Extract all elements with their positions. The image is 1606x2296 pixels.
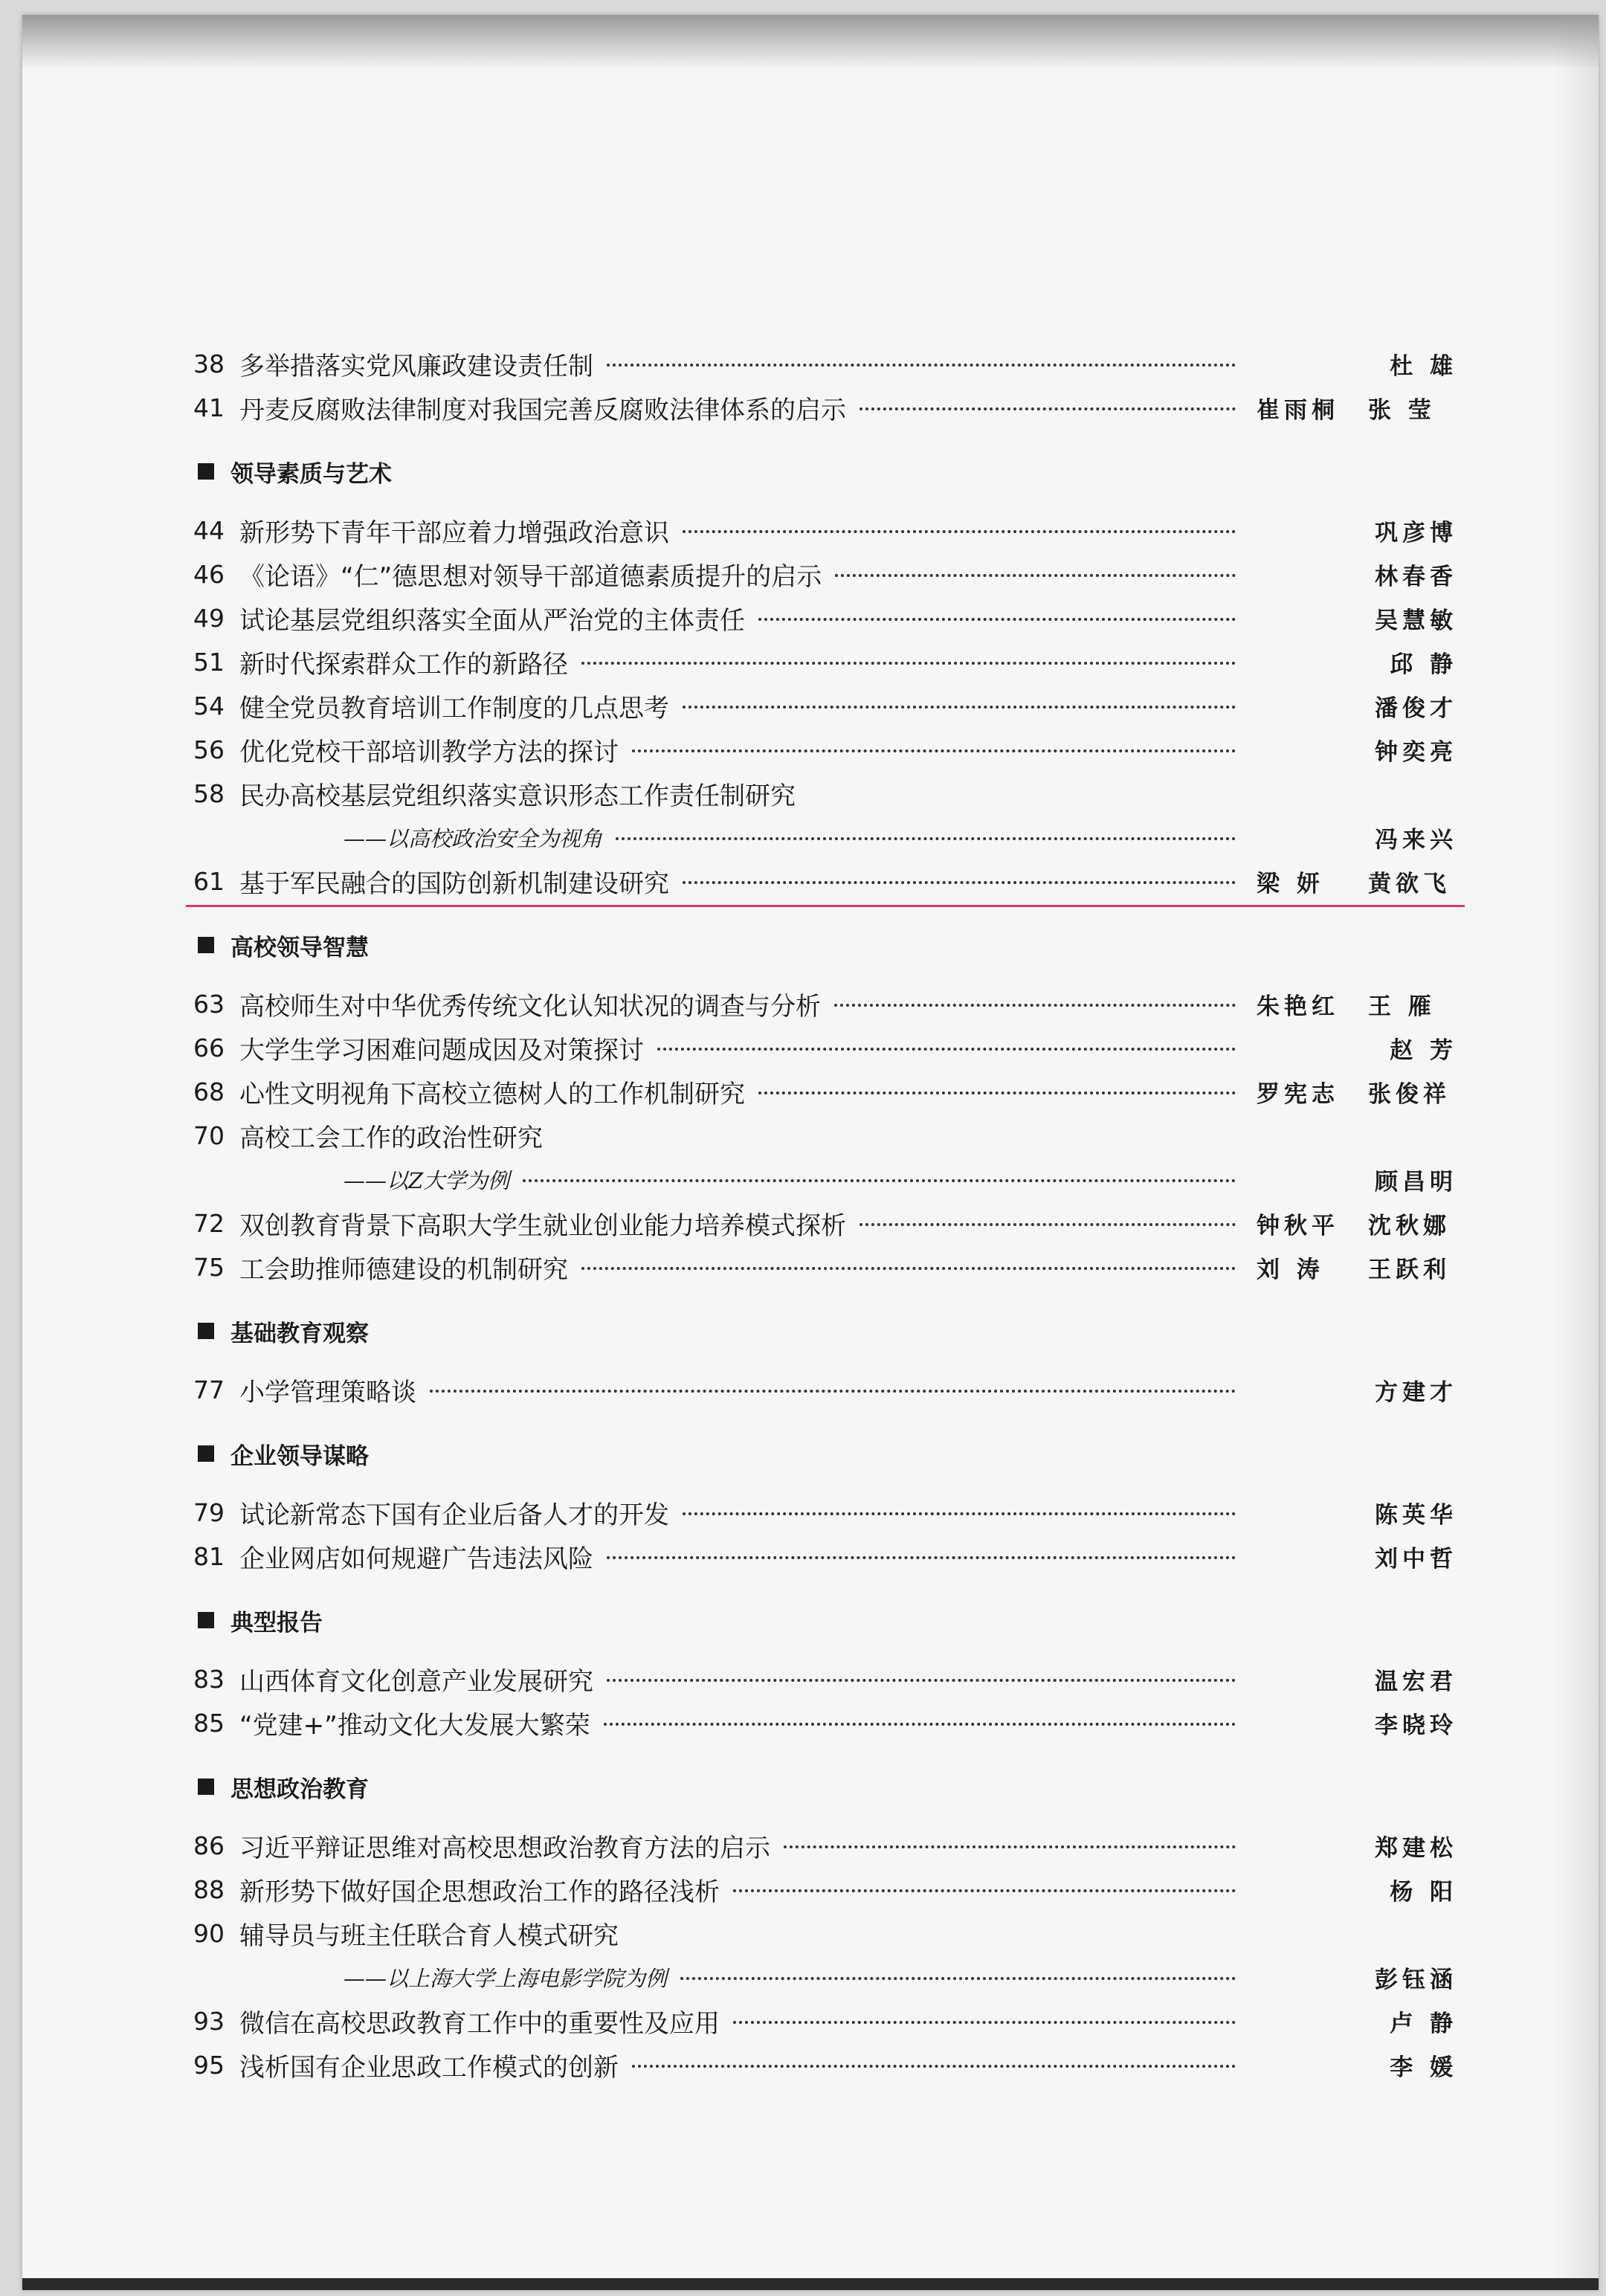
toc-subtitle-row [193,1158,1457,1202]
author-name: 方建才 [1375,1379,1457,1406]
toc-entry [193,386,1457,430]
leader-dots [683,871,1236,884]
entry-authors [1249,1373,1457,1407]
section-heading [193,923,1457,967]
leader-dots [632,739,1236,752]
leader-dots [860,1213,1236,1226]
page-number: 66 [193,1033,225,1062]
section-bullet-icon [198,1612,214,1628]
author-name: 王跃利 [1368,1257,1451,1283]
toc-subtitle-row [193,1955,1457,1999]
page-number: 79 [193,1498,225,1527]
page-number: 46 [193,560,225,589]
entry-authors [1249,1873,1457,1906]
entry-title: 企业网店如何规避广告违法风险 [239,1544,593,1574]
entry-subtitle: ——以上海大学上海电影学院为例 [344,1966,668,1991]
section-bullet-icon [198,1323,214,1339]
author-name: 朱艳红 [1257,993,1339,1020]
section-heading [193,1309,1457,1353]
author-name: 林春香 [1375,564,1457,590]
toc-entry [193,728,1457,772]
entry-authors [1249,602,1457,635]
leader-dots [581,651,1236,665]
leader-dots [657,1037,1236,1051]
leader-dots [834,993,1236,1007]
author-name: 李 媛 [1390,2054,1457,2081]
entry-authors [1249,1663,1457,1696]
entry-authors [1249,1961,1457,1994]
section-heading-text: 高校领导智慧 [230,934,369,961]
author-name: 李晓玲 [1375,1712,1457,1739]
entry-authors [1249,2005,1457,2038]
entry-title: 新形势下做好国企思想政治工作的路径浅析 [239,1877,720,1907]
author-name: 郑建松 [1375,1835,1457,1862]
entry-authors [1249,2048,1457,2082]
entry-authors [1249,1207,1457,1240]
entry-subtitle: ——以Z大学为例 [344,1168,510,1193]
page-number: 88 [193,1875,225,1904]
entry-title: 辅导员与班主任联合育人模式研究 [239,1921,619,1951]
author-name: 温宏君 [1375,1668,1457,1695]
entry-title: 新时代探索群众工作的新路径 [239,650,568,680]
entry-authors [1249,514,1457,547]
page-number: 68 [193,1077,225,1106]
leader-dots [680,1967,1236,1980]
entry-title: 优化党校干部培训教学方法的探讨 [239,738,619,767]
leader-dots [604,1712,1236,1726]
author-name: 巩彦博 [1375,520,1457,546]
toc-entry [193,2043,1457,2087]
author-name: 赵 芳 [1390,1037,1457,1064]
toc-page [22,15,1599,2290]
author-name: 顾昌明 [1375,1169,1457,1196]
entry-title: 丹麦反腐败法律制度对我国完善反腐败法律体系的启示 [239,396,846,425]
page-number: 51 [193,648,225,677]
leader-dots [835,564,1236,577]
entry-title: 大学生学习困难问题成因及对策探讨 [239,1036,644,1065]
section-bullet-icon [198,1445,214,1462]
page-number: 38 [193,349,225,378]
entry-authors [1249,1075,1457,1109]
toc-entry [193,1202,1457,1245]
author-name: 冯来兴 [1375,827,1457,854]
page-number: 70 [193,1121,225,1150]
section-heading-text: 企业领导谋略 [230,1442,369,1470]
entry-title: 试论基层党组织落实全面从严治党的主体责任 [239,606,745,636]
page-number: 81 [193,1542,225,1571]
section-heading-text: 基础教育观察 [230,1320,369,1347]
author-name: 陈英华 [1375,1502,1457,1529]
page-number: 86 [193,1831,225,1860]
toc-entry [193,1026,1457,1070]
author-name: 刘 涛 [1257,1257,1324,1283]
entry-title: 民办高校基层党组织落实意识形态工作责任制研究 [239,781,796,811]
entry-authors [1249,987,1457,1021]
section-heading [193,1431,1457,1476]
entry-title: 小学管理策略谈 [239,1378,416,1407]
entry-authors [1249,558,1457,591]
entry-authors [1249,1031,1457,1065]
leader-dots [632,2054,1236,2068]
entry-authors [1249,865,1457,898]
author-name: 吴慧敏 [1375,607,1457,634]
leader-dots [523,1169,1236,1182]
leader-dots [733,2010,1236,2024]
author-name: 崔雨桐 [1257,397,1339,424]
entry-authors [1249,1540,1457,1573]
scan-right-shadow [1554,15,1599,2290]
toc-entry [193,1535,1457,1578]
leader-dots [430,1379,1236,1393]
toc-entry [193,860,1457,903]
page-number: 58 [193,779,225,808]
author-name: 杨 阳 [1390,1879,1457,1906]
toc-entry [193,1368,1457,1412]
scan-bottom-edge [22,2278,1599,2290]
leader-dots [581,1257,1236,1270]
author-name: 刘中哲 [1375,1546,1457,1573]
leader-dots [683,695,1236,709]
entry-title: 《论语》“仁”德思想对领导干部道德素质提升的启示 [239,562,822,592]
toc-entry [193,772,1457,816]
toc-entry [193,982,1457,1026]
author-name: 沈秋娜 [1368,1213,1451,1239]
leader-dots [733,1879,1236,1892]
page-number: 95 [193,2051,225,2080]
section-heading-text: 典型报告 [230,1609,323,1636]
entry-authors [1249,645,1457,679]
entry-authors [1249,1496,1457,1529]
section-bullet-icon [198,1779,214,1795]
entry-authors [1249,391,1457,425]
entry-title: 高校工会工作的政治性研究 [239,1123,543,1153]
toc-entry [193,640,1457,684]
scan-top-shadow [22,15,1599,67]
entry-title: 多举措落实党风廉政建设责任制 [239,352,593,381]
author-name: 潘俊才 [1375,695,1457,722]
leader-dots [616,827,1236,840]
toc-entry [193,509,1457,552]
entry-title: 工会助推师德建设的机制研究 [239,1255,568,1285]
section-heading [193,449,1457,494]
entry-title: 健全党员教育培训工作制度的几点思考 [239,694,669,723]
page-number: 77 [193,1376,225,1405]
entry-title: 习近平辩证思维对高校思想政治教育方法的启示 [239,1834,770,1863]
entry-authors [1249,689,1457,723]
leader-dots [607,1546,1236,1559]
toc-entry [193,1657,1457,1701]
leader-dots [607,1668,1236,1682]
section-heading [193,1598,1457,1642]
author-name: 张俊祥 [1368,1081,1451,1108]
entry-authors [1249,1251,1457,1284]
entry-title: 心性文明视角下高校立德树人的工作机制研究 [239,1080,745,1109]
leader-dots [607,353,1236,367]
section-bullet-icon [198,937,214,953]
author-name: 邱 静 [1390,651,1457,678]
author-name: 钟奕亮 [1375,739,1457,766]
toc-entry [193,342,1457,386]
toc-entry [193,1114,1457,1158]
section-bullet-icon [198,463,214,480]
author-name: 杜 雄 [1390,353,1457,380]
table-of-contents [193,342,1457,2087]
entry-authors [1249,821,1457,854]
toc-subtitle-row [193,816,1457,860]
toc-entry [193,596,1457,640]
author-name: 梁 妍 [1257,871,1324,897]
entry-title: 浅析国有企业思政工作模式的创新 [239,2053,619,2083]
entry-title: 基于军民融合的国防创新机制建设研究 [239,869,669,899]
author-name: 彭钰涵 [1375,1967,1457,1993]
author-name: 王 雁 [1368,993,1436,1020]
toc-entry [193,1491,1457,1535]
author-name: 张 莹 [1368,397,1436,424]
leader-dots [683,520,1236,533]
page-number: 72 [193,1209,225,1238]
entry-title: 新形势下青年干部应着力增强政治意识 [239,518,669,548]
entry-title: 微信在高校思政教育工作中的重要性及应用 [239,2009,720,2039]
page-number: 49 [193,604,225,633]
author-name: 钟秋平 [1257,1213,1339,1239]
page-number: 63 [193,990,225,1019]
entry-title: 山西体育文化创意产业发展研究 [239,1667,593,1697]
page-number: 85 [193,1709,225,1738]
toc-entry [193,1070,1457,1114]
toc-entry [193,684,1457,728]
leader-dots [758,1081,1236,1094]
author-name: 罗宪志 [1257,1081,1339,1108]
page-number: 90 [193,1919,225,1948]
leader-dots [683,1502,1236,1515]
entry-title: 高校师生对中华优秀传统文化认知状况的调查与分析 [239,992,821,1022]
toc-entry [193,1912,1457,1955]
toc-entry [193,1824,1457,1868]
entry-title: “党建+”推动文化大发展大繁荣 [239,1711,590,1741]
entry-authors [1249,1706,1457,1740]
page-number: 54 [193,691,225,720]
section-heading [193,1764,1457,1809]
entry-subtitle: ——以高校政治安全为视角 [344,826,603,851]
entry-title: 试论新常态下国有企业后备人才的开发 [239,1500,669,1530]
leader-dots [784,1835,1236,1848]
toc-entry [193,552,1457,596]
author-name: 卢 静 [1390,2010,1457,2037]
leader-dots [758,607,1236,621]
page-number: 75 [193,1253,225,1282]
toc-entry [193,1701,1457,1745]
toc-entry [193,1999,1457,2043]
toc-entry [193,1868,1457,1912]
section-heading-text: 思想政治教育 [230,1776,369,1803]
author-name: 黄欲飞 [1368,871,1451,897]
entry-authors [1249,347,1457,381]
toc-entry [193,1245,1457,1289]
entry-authors [1249,1829,1457,1863]
page-number: 61 [193,867,225,896]
page-number: 44 [193,516,225,545]
page-number: 56 [193,735,225,764]
entry-authors [1249,733,1457,767]
leader-dots [860,397,1236,410]
page-number: 93 [193,2007,225,2036]
section-heading-text: 领导素质与艺术 [230,460,392,488]
entry-authors [1249,1163,1457,1196]
highlight-underline [186,905,1465,907]
page-number: 83 [193,1665,225,1694]
entry-title: 双创教育背景下高职大学生就业创业能力培养模式探析 [239,1211,846,1241]
page-number: 41 [193,393,225,422]
